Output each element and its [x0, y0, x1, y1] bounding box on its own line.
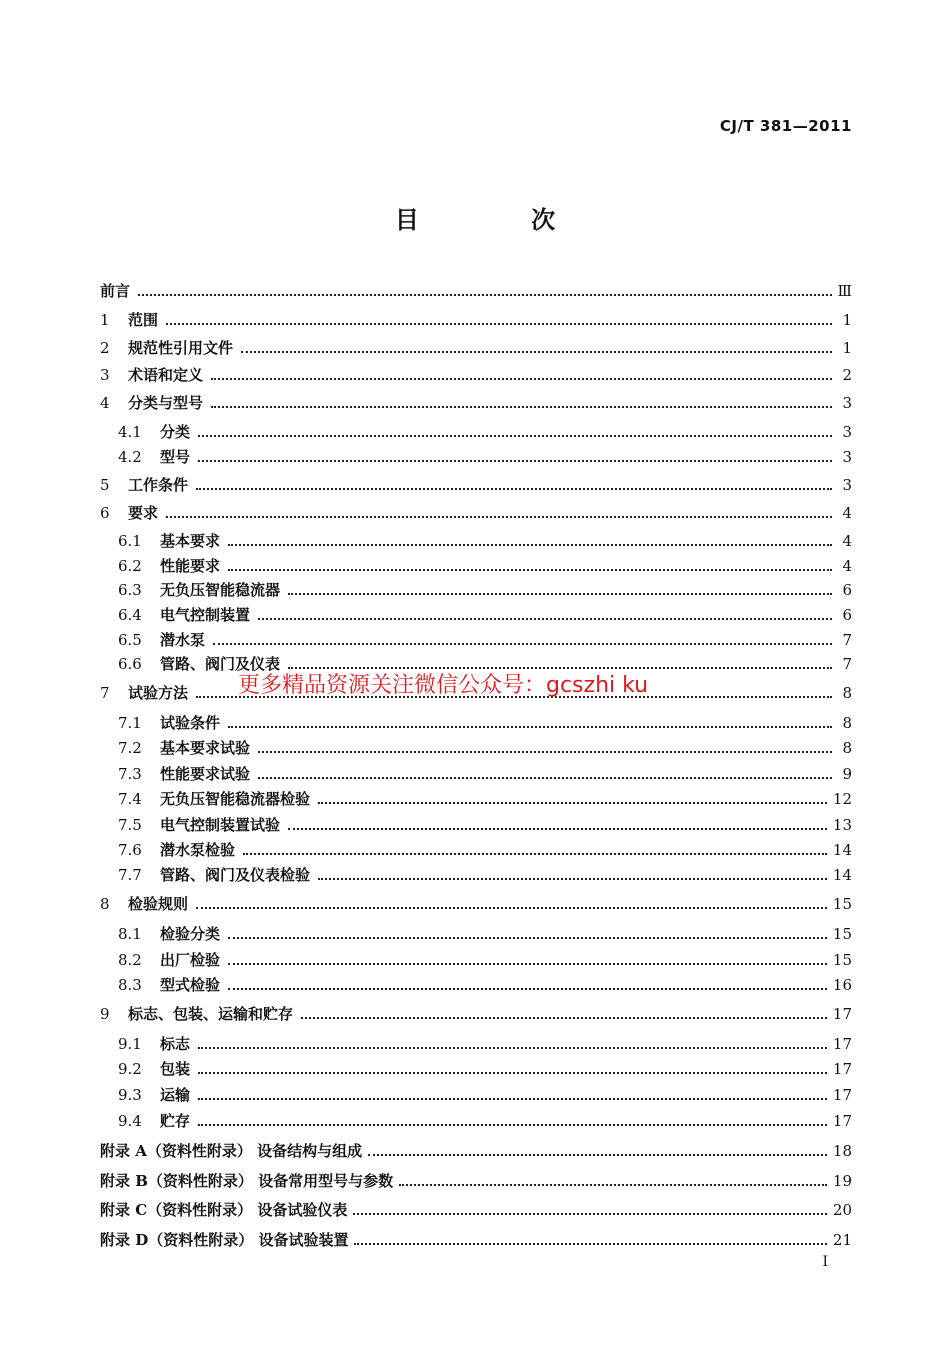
dot-leader [318, 878, 827, 880]
toc-entry[interactable] [118, 974, 852, 996]
toc-entry[interactable] [118, 763, 852, 785]
dot-leader [228, 569, 832, 571]
toc-entry[interactable] [100, 309, 852, 331]
toc-entry-number: 9.1 [118, 1035, 142, 1053]
toc-entry-page: 8 [842, 714, 852, 732]
toc-entry-label: 运输 [160, 1086, 191, 1104]
dot-leader [368, 1154, 827, 1156]
toc-entry-label: 潜水泵 [160, 631, 206, 649]
toc-entry-label: 管路、阀门及仪表 [160, 655, 281, 673]
toc-entry-page: 3 [842, 394, 852, 412]
toc-entry-label: 要求 [128, 504, 159, 522]
toc-entry[interactable] [118, 923, 852, 945]
toc-entry-page: 18 [832, 1142, 852, 1160]
dot-leader [198, 1047, 827, 1049]
toc-entry-label: 附录 A（资料性附录） 设备结构与组成 [100, 1142, 363, 1160]
toc-entry-page: 2 [842, 366, 852, 384]
toc-entry[interactable] [100, 474, 852, 496]
toc-entry-label: 范围 [128, 311, 159, 329]
toc-entry-number: 6.4 [118, 606, 142, 624]
dot-leader [258, 618, 832, 620]
toc-entry-number: 6.6 [118, 655, 142, 673]
toc-entry-label: 无负压智能稳流器检验 [160, 790, 311, 808]
toc-entry-number: 8.1 [118, 925, 142, 943]
toc-entry-page: 4 [842, 532, 852, 550]
toc-entry[interactable] [118, 949, 852, 971]
dot-leader [228, 988, 827, 990]
toc-entry-page: 17 [832, 1005, 852, 1023]
dot-leader [228, 963, 827, 965]
toc-entry[interactable] [100, 337, 852, 359]
toc-entry-page: 17 [832, 1035, 852, 1053]
toc-entry-label: 管路、阀门及仪表检验 [160, 866, 311, 884]
dot-leader [198, 435, 832, 437]
dot-leader [198, 1072, 827, 1074]
toc-entry-page: 14 [832, 841, 852, 859]
dot-leader [138, 294, 832, 296]
toc-entry-page: 15 [832, 895, 852, 913]
toc-entry-page: 7 [842, 631, 852, 649]
page-folio: I [822, 1254, 828, 1270]
toc-entry-number: 4 [100, 394, 110, 412]
dot-leader [196, 488, 832, 490]
toc-entry-number: 6.2 [118, 557, 142, 575]
toc-entry[interactable] [100, 1003, 852, 1025]
toc-entry-number: 7.5 [118, 816, 142, 834]
toc-entry-page: 15 [832, 951, 852, 969]
toc-entry[interactable] [118, 839, 852, 861]
dot-leader [301, 1017, 827, 1019]
toc-entry-label: 型式检验 [160, 976, 221, 994]
toc-entry-number: 9.4 [118, 1112, 142, 1130]
toc-entry-label: 工作条件 [128, 476, 189, 494]
toc-entry-label: 基本要求试验 [160, 739, 251, 757]
toc-entry-number: 6.3 [118, 581, 142, 599]
dot-leader [166, 323, 832, 325]
dot-leader [354, 1243, 826, 1245]
dot-leader [228, 544, 832, 546]
toc-entry-page: 16 [832, 976, 852, 994]
toc-title: 目 次 [394, 205, 608, 234]
toc-entry-number: 7.3 [118, 765, 142, 783]
toc-entry-label: 分类与型号 [128, 394, 204, 412]
toc-entry-number: 4.2 [118, 448, 142, 466]
dot-leader [198, 1124, 827, 1126]
toc-entry-label: 术语和定义 [128, 366, 204, 384]
toc-entry[interactable] [118, 814, 852, 836]
toc-entry[interactable] [118, 629, 852, 651]
toc-entry-page: 7 [842, 655, 852, 673]
toc-entry-label: 前言 [100, 282, 131, 300]
toc-entry-label: 分类 [160, 423, 191, 441]
toc-entry-number: 5 [100, 476, 110, 494]
toc-entry-number: 4.1 [118, 423, 142, 441]
toc-entry-label: 附录 D（资料性附录） 设备试验装置 [100, 1231, 349, 1249]
toc-entry-page: 13 [832, 816, 852, 834]
toc-entry-page: 15 [832, 925, 852, 943]
toc-entry[interactable] [100, 1229, 852, 1251]
toc-entry-number: 8.3 [118, 976, 142, 994]
toc-entry[interactable] [100, 1140, 852, 1162]
toc-entry-page: Ⅲ [837, 282, 852, 300]
toc-entry-number: 7 [100, 684, 110, 702]
toc-entry[interactable] [118, 864, 852, 886]
toc-entry-label: 电气控制装置 [160, 606, 251, 624]
toc-entry-label: 基本要求 [160, 532, 221, 550]
toc-entry[interactable] [118, 530, 852, 552]
dot-leader [243, 853, 827, 855]
toc-entry[interactable] [118, 1033, 852, 1055]
dot-leader [228, 726, 832, 728]
toc-entry[interactable] [100, 392, 852, 414]
toc-entry-label: 无负压智能稳流器 [160, 581, 281, 599]
toc-entry-label: 附录 B（资料性附录） 设备常用型号与参数 [100, 1172, 394, 1190]
toc-entry[interactable] [100, 502, 852, 524]
toc-entry-page: 3 [842, 448, 852, 466]
toc-entry-number: 8 [100, 895, 110, 913]
toc-entry[interactable] [118, 421, 852, 443]
toc-entry-label: 试验方法 [128, 684, 189, 702]
toc-entry[interactable] [118, 446, 852, 468]
toc-entry-number: 2 [100, 339, 110, 357]
toc-entry[interactable] [118, 579, 852, 601]
toc-entry-number: 7.6 [118, 841, 142, 859]
toc-entry-page: 17 [832, 1086, 852, 1104]
toc-entry-page: 3 [842, 476, 852, 494]
toc-entry-number: 7.4 [118, 790, 142, 808]
toc-entry-label: 贮存 [160, 1112, 191, 1130]
toc-entry-label: 检验规则 [128, 895, 189, 913]
toc-entry-page: 17 [832, 1112, 852, 1130]
dot-leader [166, 516, 832, 518]
toc-entry-page: 4 [842, 504, 852, 522]
toc-entry[interactable] [118, 788, 852, 810]
toc-entry-number: 9.2 [118, 1060, 142, 1078]
toc-entry-number: 7.2 [118, 739, 142, 757]
toc-entry-number: 9 [100, 1005, 110, 1023]
toc-entry-page: 8 [842, 684, 852, 702]
toc-entry-label: 标志、包装、运输和贮存 [128, 1005, 294, 1023]
toc-entry-number: 6.5 [118, 631, 142, 649]
toc-entry-page: 20 [832, 1201, 852, 1219]
dot-leader [198, 1098, 827, 1100]
toc-entry-label: 规范性引用文件 [128, 339, 234, 357]
toc-entry[interactable] [118, 555, 852, 577]
toc-entry[interactable] [100, 280, 852, 302]
toc-entry[interactable] [118, 604, 852, 626]
toc-entry[interactable] [118, 1084, 852, 1106]
toc-entry-label: 出厂检验 [160, 951, 221, 969]
toc-entry-label: 附录 C（资料性附录） 设备试验仪表 [100, 1201, 348, 1219]
toc-entry-number: 1 [100, 311, 110, 329]
toc-entry[interactable] [118, 1110, 852, 1132]
toc-entry-page: 1 [842, 339, 852, 357]
toc-entry-page: 1 [842, 311, 852, 329]
toc-entry-number: 7.7 [118, 866, 142, 884]
toc-entry-label: 性能要求试验 [160, 765, 251, 783]
toc-entry-number: 8.2 [118, 951, 142, 969]
watermark-text: 更多精品资源关注微信公众号：gcszhi ku [238, 673, 649, 698]
toc-entry-page: 14 [832, 866, 852, 884]
dot-leader [228, 937, 827, 939]
toc-entry-number: 6 [100, 504, 110, 522]
toc-entry-number: 9.3 [118, 1086, 142, 1104]
toc-entry-label: 性能要求 [160, 557, 221, 575]
dot-leader [211, 378, 832, 380]
toc-entry-page: 12 [832, 790, 852, 808]
dot-leader [198, 460, 832, 462]
dot-leader [213, 643, 832, 645]
toc-entry-label: 型号 [160, 448, 191, 466]
toc-entry[interactable] [100, 1170, 852, 1192]
dot-leader [399, 1184, 827, 1186]
toc-entry-number: 3 [100, 366, 110, 384]
toc-entry-number: 6.1 [118, 532, 142, 550]
dot-leader [288, 828, 827, 830]
toc-entry-label: 试验条件 [160, 714, 221, 732]
toc-entry[interactable] [100, 893, 852, 915]
toc-entry[interactable] [118, 737, 852, 759]
toc-entry-page: 8 [842, 739, 852, 757]
dot-leader [241, 351, 832, 353]
dot-leader [258, 777, 832, 779]
toc-entry-page: 6 [842, 581, 852, 599]
toc-entry-page: 19 [832, 1172, 852, 1190]
toc-entry-page: 4 [842, 557, 852, 575]
toc-entry-label: 检验分类 [160, 925, 221, 943]
toc-entry-label: 电气控制装置试验 [160, 816, 281, 834]
dot-leader [196, 907, 827, 909]
toc-entry[interactable] [118, 712, 852, 734]
toc-entry-page: 17 [832, 1060, 852, 1078]
toc-entry-page: 9 [842, 765, 852, 783]
toc-entry-label: 潜水泵检验 [160, 841, 236, 859]
dot-leader [258, 751, 832, 753]
toc-entry-page: 21 [832, 1231, 852, 1249]
toc-entry-number: 7.1 [118, 714, 142, 732]
dot-leader [353, 1213, 827, 1215]
dot-leader [211, 406, 832, 408]
standard-code: CJ/T 381—2011 [719, 117, 852, 135]
toc-entry-page: 6 [842, 606, 852, 624]
toc-entry[interactable] [118, 1058, 852, 1080]
toc-entry-page: 3 [842, 423, 852, 441]
toc-entry[interactable] [100, 364, 852, 386]
dot-leader [318, 802, 827, 804]
toc-entry-label: 标志 [160, 1035, 191, 1053]
toc-entry[interactable] [100, 1199, 852, 1221]
toc-entry-label: 包装 [160, 1060, 191, 1078]
dot-leader [288, 593, 832, 595]
